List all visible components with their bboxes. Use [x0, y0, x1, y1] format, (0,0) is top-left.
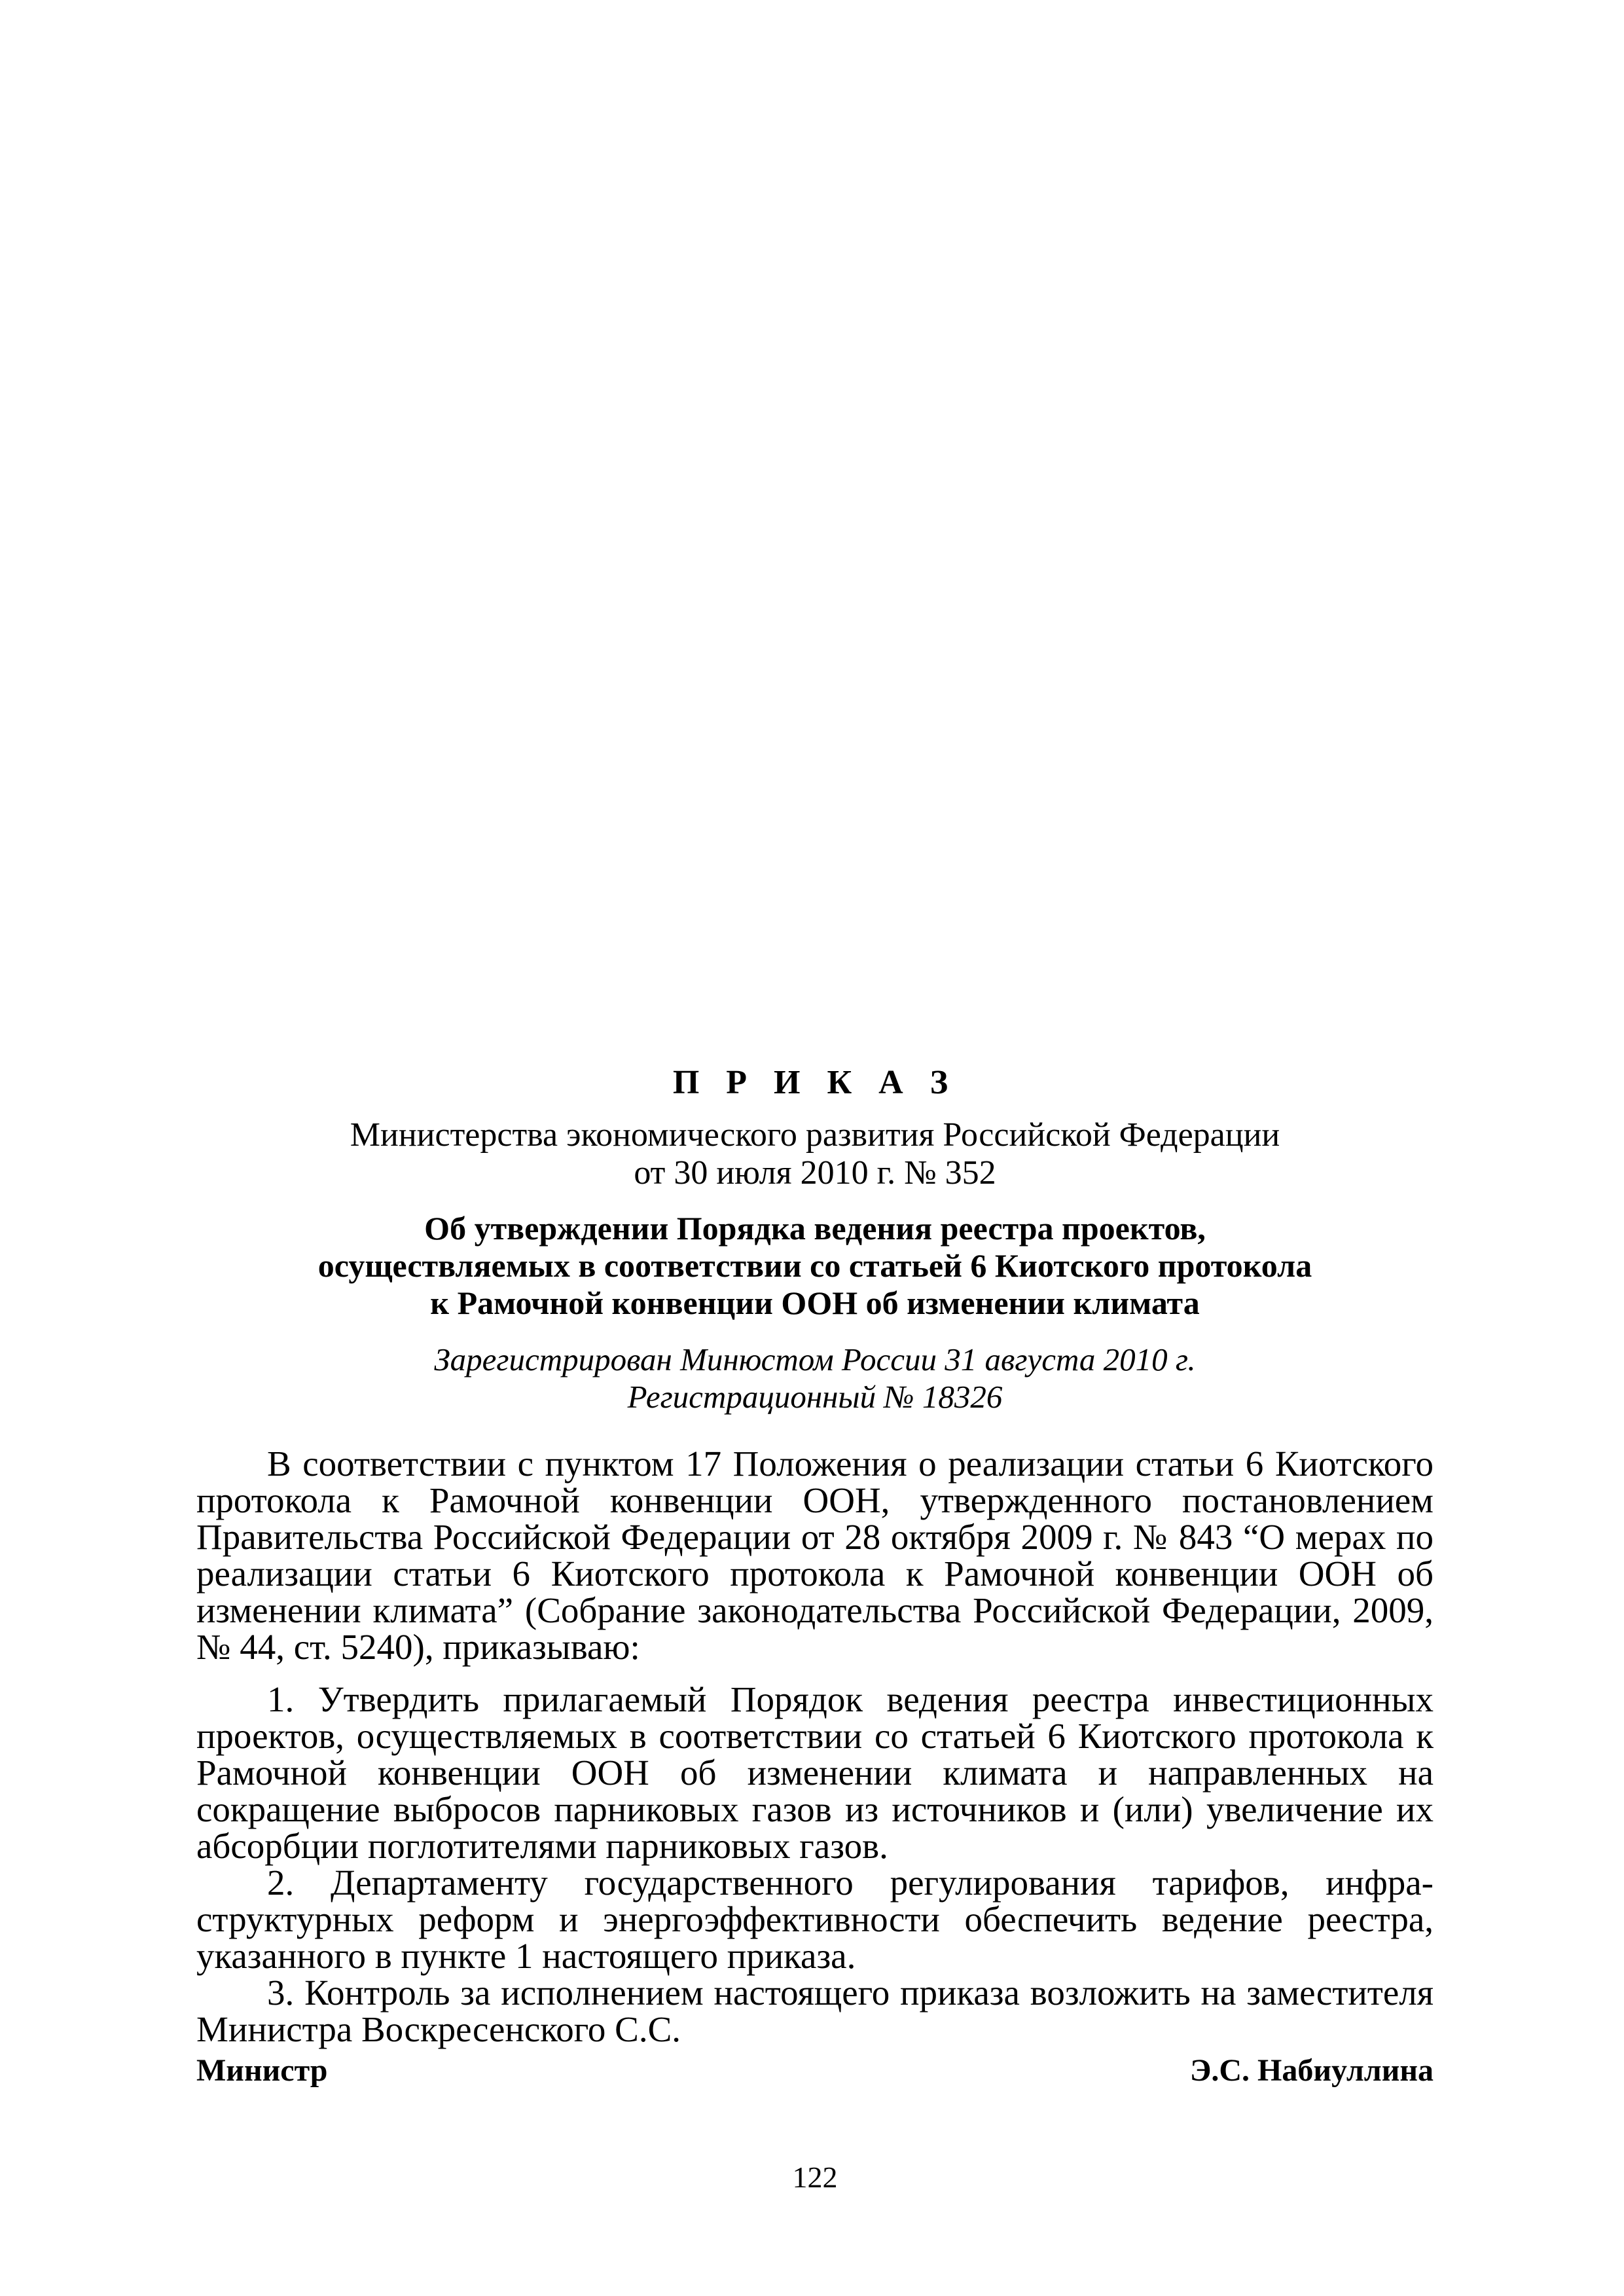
signature-name: Э.С. Набиуллина: [1189, 2053, 1434, 2088]
registration-line: Регистрационный № 18326: [627, 1379, 1003, 1415]
order-item-3: 3. Контроль за исполнением настоящего приказа возложить на заместителя Министра Воскресенского С.С.: [196, 1973, 1434, 2049]
order-date-number: от 30 июля 2010 г. № 352: [634, 1154, 996, 1192]
signature-position: Министр: [196, 2053, 328, 2088]
signature-block: [196, 2052, 1434, 2089]
subject-line: Об утверждении Порядка ведения реестра проектов,: [424, 1210, 1206, 1247]
document-title: П Р И К А З: [672, 1064, 958, 1101]
issuing-authority: Министерства экономического развития Российской Федерации: [350, 1116, 1280, 1154]
order-item-1: 1. Утвердить прилагаемый Порядок ведения реестра инвестиционных проектов, осуществляемых в соответствии со статьей 6 Киотского протокола к Рамочной конвенции ООН об изменении климата и направленных на сокращение выбросов парниковых газов из источников и (или) увеличение их абсорбции поглотителями парниковых газов.: [196, 1679, 1434, 1866]
subject-line: к Рамочной конвенции ООН об изменении климата: [430, 1285, 1200, 1321]
registration-note: [196, 1341, 1434, 1415]
order-item-2: 2. Департаменту государственного регулирования тарифов, инфраструктурных реформ и энергоэффективности обеспечить ведение реестра, указанного в пункте 1 настоящего приказа.: [196, 1863, 1434, 1976]
order-subject: [196, 1210, 1434, 1322]
registration-line: Зарегистрирован Минюстом России 31 августа 2010 г.: [434, 1341, 1196, 1377]
order-body: [196, 1446, 1434, 2048]
preamble-paragraph: В соответствии с пунктом 17 Положения о реализации статьи 6 Киотского протокола к Рамочной конвенции ООН, утвержденного постановлением Правительства Российской Федерации от 28 октября 2009 г. № 843 “О мерах по реализации статьи 6 Киотского протокола к Рамочной конвенции ООН об изменении климата” (Собрание законодательства Российской Федерации, 2009, № 44, ст. 5240), приказываю:: [196, 1444, 1434, 1667]
page-number: 122: [792, 2160, 838, 2194]
subject-line: осуществляемых в соответствии со статьей 6 Киотского протокола: [317, 1247, 1312, 1284]
